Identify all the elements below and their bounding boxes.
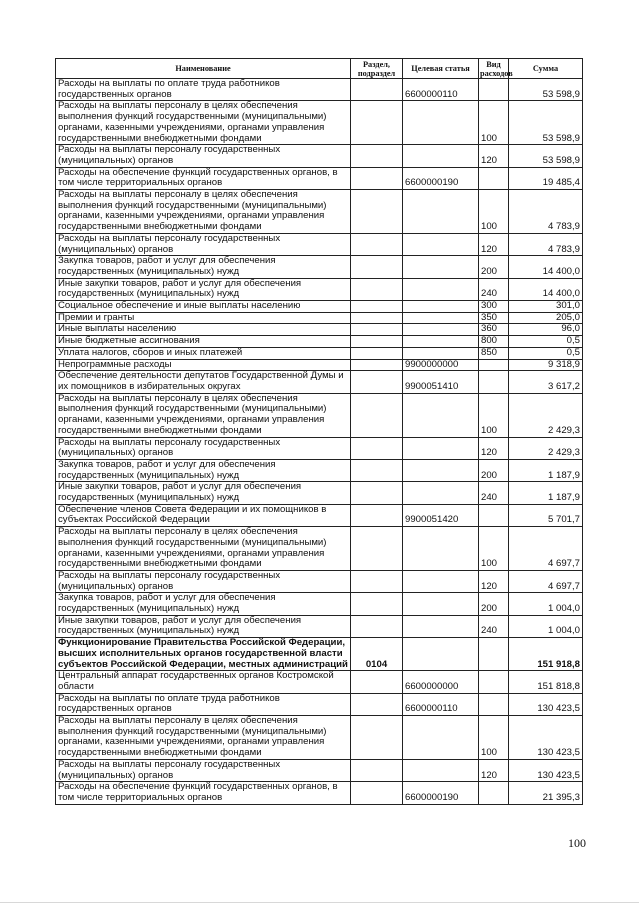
cell-sum: 151 818,8 (509, 671, 583, 693)
cell-name: Иные бюджетные ассигнования (56, 336, 351, 348)
table-row (56, 527, 583, 571)
cell-name: Расходы на выплаты персоналу в целях обеспечения выполнения функций государственными (муниципальными) органами, казенными учреждениями, органами управления государственными внебюджетными фондами (56, 527, 351, 571)
cell-sum: 0,5 (509, 336, 583, 348)
table-row (56, 459, 583, 481)
page-number: 100 (568, 836, 586, 850)
cell-section (351, 671, 403, 693)
cell-article (403, 638, 479, 671)
cell-name: Иные закупки товаров, работ и услуг для обеспечения государственных (муниципальных) нужд (56, 482, 351, 504)
cell-section (351, 593, 403, 615)
cell-section (351, 347, 403, 359)
cell-article: 6600000110 (403, 693, 479, 715)
cell-section (351, 256, 403, 278)
cell-section (351, 459, 403, 481)
cell-name: Расходы на выплаты персоналу государственных (муниципальных) органов (56, 570, 351, 592)
table-row (56, 615, 583, 637)
cell-article (403, 278, 479, 300)
table-header-row (56, 59, 583, 79)
cell-sum: 1 187,9 (509, 482, 583, 504)
cell-sum: 14 400,0 (509, 256, 583, 278)
cell-section (351, 324, 403, 336)
cell-type: 120 (479, 437, 509, 459)
cell-section (351, 312, 403, 324)
table-row (56, 347, 583, 359)
cell-type (479, 782, 509, 804)
cell-section (351, 167, 403, 189)
table-body (56, 79, 583, 805)
table-row (56, 504, 583, 526)
cell-sum: 4 783,9 (509, 233, 583, 255)
cell-name: Обеспечение членов Совета Федерации и их помощников в субъектах Российской Федерации (56, 504, 351, 526)
cell-sum: 4 697,7 (509, 527, 583, 571)
table-row (56, 233, 583, 255)
cell-section (351, 278, 403, 300)
cell-sum: 5 701,7 (509, 504, 583, 526)
cell-article (403, 145, 479, 167)
cell-type: 240 (479, 482, 509, 504)
cell-section (351, 101, 403, 145)
cell-sum: 3 617,2 (509, 371, 583, 393)
cell-name: Расходы на выплаты персоналу государственных (муниципальных) органов (56, 437, 351, 459)
cell-section (351, 615, 403, 637)
table-row (56, 301, 583, 313)
cell-sum: 4 697,7 (509, 570, 583, 592)
cell-article: 9900051410 (403, 371, 479, 393)
cell-type: 200 (479, 256, 509, 278)
cell-name: Центральный аппарат государственных органов Костромской области (56, 671, 351, 693)
header-type: Вид расходов (480, 59, 513, 78)
cell-section (351, 233, 403, 255)
cell-name: Закупка товаров, работ и услуг для обеспечения государственных (муниципальных) нужд (56, 256, 351, 278)
cell-section (351, 393, 403, 437)
table-row (56, 371, 583, 393)
cell-article: 6600000110 (403, 79, 479, 101)
cell-name: Иные закупки товаров, работ и услуг для обеспечения государственных (муниципальных) нужд (56, 615, 351, 637)
cell-type: 100 (479, 393, 509, 437)
table-row (56, 359, 583, 371)
cell-sum: 301,0 (509, 301, 583, 313)
cell-article (403, 190, 479, 234)
table-row (56, 145, 583, 167)
cell-section (351, 79, 403, 101)
cell-article (403, 570, 479, 592)
cell-type (479, 638, 509, 671)
cell-name: Иные выплаты населению (56, 324, 351, 336)
table-row (56, 312, 583, 324)
cell-article (403, 347, 479, 359)
cell-sum: 130 423,5 (509, 693, 583, 715)
cell-name: Расходы на выплаты по оплате труда работников государственных органов (56, 693, 351, 715)
cell-article: 9900051420 (403, 504, 479, 526)
scan-edge-line (0, 902, 639, 903)
cell-section (351, 782, 403, 804)
cell-name: Социальное обеспечение и иные выплаты населению (56, 301, 351, 313)
cell-sum: 1 187,9 (509, 459, 583, 481)
cell-sum: 1 004,0 (509, 593, 583, 615)
budget-table (55, 58, 583, 805)
cell-sum: 53 598,9 (509, 101, 583, 145)
cell-name: Расходы на выплаты персоналу государственных (муниципальных) органов (56, 759, 351, 781)
cell-sum: 130 423,5 (509, 759, 583, 781)
cell-name: Расходы на выплаты персоналу в целях обеспечения выполнения функций государственными (муниципальными) органами, казенными учреждениями, органами управления государственными внебюджетными фондами (56, 393, 351, 437)
cell-sum: 19 485,4 (509, 167, 583, 189)
cell-type: 800 (479, 336, 509, 348)
cell-sum: 0,5 (509, 347, 583, 359)
table-row (56, 278, 583, 300)
cell-name: Расходы на выплаты персоналу в целях обеспечения выполнения функций государственными (муниципальными) органами, казенными учреждениями, органами управления государственными внебюджетными фондами (56, 190, 351, 234)
cell-type: 240 (479, 278, 509, 300)
cell-article (403, 233, 479, 255)
cell-section: 0104 (351, 638, 403, 671)
cell-name: Расходы на выплаты персоналу государственных (муниципальных) органов (56, 233, 351, 255)
cell-name: Премии и гранты (56, 312, 351, 324)
cell-sum: 96,0 (509, 324, 583, 336)
cell-type: 100 (479, 527, 509, 571)
cell-type (479, 79, 509, 101)
cell-type: 350 (479, 312, 509, 324)
cell-type: 300 (479, 301, 509, 313)
cell-section (351, 301, 403, 313)
cell-sum: 130 423,5 (509, 716, 583, 760)
table-row (56, 324, 583, 336)
cell-sum: 53 598,9 (509, 145, 583, 167)
cell-type: 120 (479, 759, 509, 781)
cell-article: 6600000000 (403, 671, 479, 693)
cell-article (403, 256, 479, 278)
table-row (56, 256, 583, 278)
table-row (56, 167, 583, 189)
header-article: Целевая статья (403, 59, 479, 79)
cell-article (403, 393, 479, 437)
cell-article (403, 312, 479, 324)
cell-type: 120 (479, 570, 509, 592)
cell-article (403, 336, 479, 348)
cell-name: Расходы на обеспечение функций государственных органов, в том числе территориальных органов (56, 167, 351, 189)
cell-type (479, 167, 509, 189)
cell-name: Закупка товаров, работ и услуг для обеспечения государственных (муниципальных) нужд (56, 593, 351, 615)
cell-sum: 53 598,9 (509, 79, 583, 101)
cell-article: 9900000000 (403, 359, 479, 371)
cell-section (351, 482, 403, 504)
cell-name: Функционирование Правительства Российской Федерации, высших исполнительных органов государственной власти субъектов Российской Федерации, местных администраций (56, 638, 351, 671)
cell-section (351, 336, 403, 348)
cell-section (351, 527, 403, 571)
cell-article (403, 716, 479, 760)
table-row (56, 759, 583, 781)
cell-name: Закупка товаров, работ и услуг для обеспечения государственных (муниципальных) нужд (56, 459, 351, 481)
cell-article (403, 437, 479, 459)
cell-name: Расходы на обеспечение функций государственных органов, в том числе территориальных органов (56, 782, 351, 804)
cell-section (351, 504, 403, 526)
header-name: Наименование (56, 59, 351, 79)
table-row (56, 101, 583, 145)
cell-section (351, 437, 403, 459)
cell-name: Уплата налогов, сборов и иных платежей (56, 347, 351, 359)
table-row (56, 671, 583, 693)
cell-article (403, 459, 479, 481)
cell-type (479, 371, 509, 393)
cell-type (479, 671, 509, 693)
cell-section (351, 359, 403, 371)
cell-article: 6600000190 (403, 167, 479, 189)
cell-sum: 151 918,8 (509, 638, 583, 671)
table-row (56, 570, 583, 592)
cell-type: 100 (479, 716, 509, 760)
cell-type: 240 (479, 615, 509, 637)
table-row (56, 482, 583, 504)
cell-article (403, 615, 479, 637)
cell-article (403, 101, 479, 145)
cell-article: 6600000190 (403, 782, 479, 804)
cell-type (479, 359, 509, 371)
cell-sum: 21 395,3 (509, 782, 583, 804)
cell-section (351, 190, 403, 234)
table-row (56, 782, 583, 804)
cell-article (403, 301, 479, 313)
cell-article (403, 324, 479, 336)
cell-section (351, 693, 403, 715)
cell-type: 120 (479, 145, 509, 167)
cell-type: 850 (479, 347, 509, 359)
cell-sum: 2 429,3 (509, 393, 583, 437)
cell-type: 120 (479, 233, 509, 255)
table-row (56, 79, 583, 101)
table-row (56, 336, 583, 348)
cell-type: 200 (479, 593, 509, 615)
cell-name: Расходы на выплаты персоналу в целях обеспечения выполнения функций государственными (муниципальными) органами, казенными учреждениями, органами управления государственными внебюджетными фондами (56, 101, 351, 145)
cell-section (351, 145, 403, 167)
cell-article (403, 759, 479, 781)
cell-section (351, 570, 403, 592)
cell-sum: 1 004,0 (509, 615, 583, 637)
cell-sum: 2 429,3 (509, 437, 583, 459)
cell-article (403, 527, 479, 571)
header-sum: Сумма (509, 59, 583, 79)
cell-article (403, 593, 479, 615)
cell-type (479, 504, 509, 526)
table-row (56, 593, 583, 615)
cell-type: 100 (479, 190, 509, 234)
cell-type: 200 (479, 459, 509, 481)
cell-name: Обеспечение деятельности депутатов Государственной Думы и их помощников в избирательных округах (56, 371, 351, 393)
cell-name: Расходы на выплаты персоналу государственных (муниципальных) органов (56, 145, 351, 167)
cell-name: Непрограммные расходы (56, 359, 351, 371)
cell-section (351, 716, 403, 760)
cell-type (479, 693, 509, 715)
cell-section (351, 371, 403, 393)
table-row (56, 190, 583, 234)
cell-section (351, 759, 403, 781)
cell-type: 360 (479, 324, 509, 336)
cell-name: Расходы на выплаты персоналу в целях обеспечения выполнения функций государственными (муниципальными) органами, казенными учреждениями, органами управления государственными внебюджетными фондами (56, 716, 351, 760)
table-row (56, 437, 583, 459)
cell-type: 100 (479, 101, 509, 145)
cell-article (403, 482, 479, 504)
table-row (56, 393, 583, 437)
cell-sum: 9 318,9 (509, 359, 583, 371)
cell-sum: 205,0 (509, 312, 583, 324)
table-row (56, 716, 583, 760)
table-row (56, 638, 583, 671)
cell-sum: 4 783,9 (509, 190, 583, 234)
header-section: Раздел, подраздел (351, 59, 403, 79)
table-row (56, 693, 583, 715)
cell-name: Расходы на выплаты по оплате труда работников государственных органов (56, 79, 351, 101)
cell-sum: 14 400,0 (509, 278, 583, 300)
cell-name: Иные закупки товаров, работ и услуг для обеспечения государственных (муниципальных) нужд (56, 278, 351, 300)
